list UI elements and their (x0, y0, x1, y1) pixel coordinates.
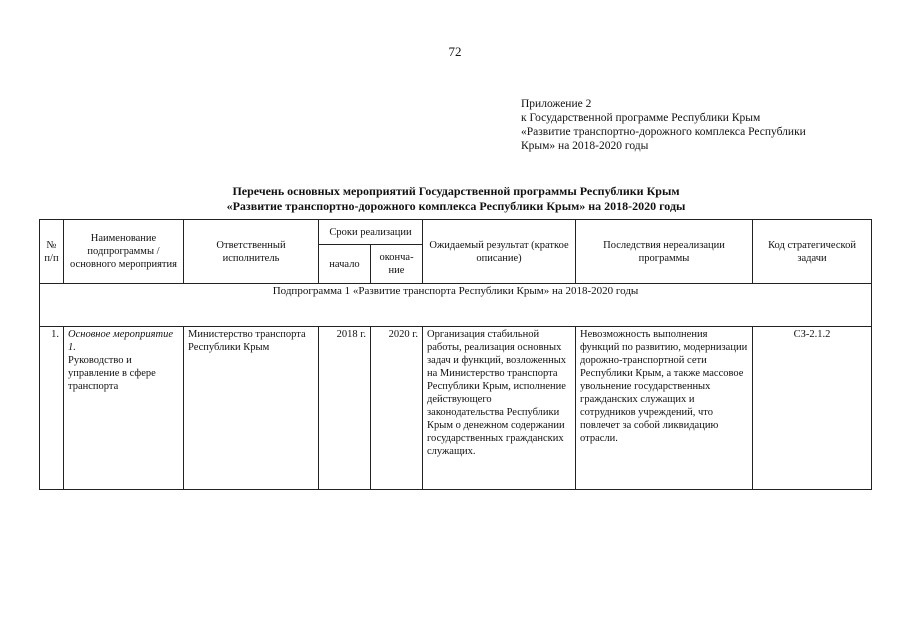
appendix-note (521, 97, 861, 153)
row-num: 1. (40, 327, 64, 490)
header-end: оконча-ние (371, 245, 423, 284)
header-result: Ожидаемый результат (краткое описание) (423, 220, 576, 284)
header-consequences: Последствия нереализации программы (576, 220, 753, 284)
title-line-1: Перечень основных мероприятий Государственной программы Республики Крым (232, 184, 680, 198)
header-start: начало (319, 245, 371, 284)
row-responsible: Министерство транспорта Республики Крым (184, 327, 319, 490)
activities-table (39, 219, 872, 490)
appendix-line: Приложение 2 (521, 98, 592, 110)
appendix-line: «Развитие транспортно-дорожного комплекса Республики (521, 126, 806, 138)
header-num: № п/п (40, 220, 64, 284)
header-responsible: Ответственный исполнитель (184, 220, 319, 284)
table-row (40, 327, 872, 490)
row-code: СЗ-2.1.2 (753, 327, 872, 490)
row-name-text: Руководство и управление в сфере транспорта (68, 355, 156, 392)
row-start: 2018 г. (319, 327, 371, 490)
header-terms: Сроки реализации (319, 220, 423, 245)
row-name-italic: Основное мероприятие 1. (68, 329, 173, 353)
subprogram-title: Подпрограмма 1 «Развитие транспорта Республики Крым» на 2018-2020 годы (40, 284, 872, 327)
header-code: Код стратегической задачи (753, 220, 872, 284)
row-consequences: Невозможность выполнения функций по развитию, модернизации дорожно-транспортной сети Республики Крым, а также массовое увольнение государственных гражданских служащих и сотрудников учреждений, что повлечет за собой ликвидацию отрасли. (576, 327, 753, 490)
page-number: 72 (448, 44, 462, 59)
appendix-line: Крым» на 2018-2020 годы (521, 140, 649, 152)
appendix-line: к Государственной программе Республики Крым (521, 112, 761, 124)
header-name: Наименование подпрограммы / основного мероприятия (64, 220, 184, 284)
title-line-2: «Развитие транспортно-дорожного комплекса Республики Крым» на 2018-2020 годы (226, 199, 686, 213)
row-result: Организация стабильной работы, реализация основных задач и функций, возложенных на Министерство транспорта Республики Крым, исполнение действующего законодательства Республики Крым о денежном содержании государственных гражданских служащих. (423, 327, 576, 490)
row-end: 2020 г. (371, 327, 423, 490)
row-name (64, 327, 184, 490)
document-title (150, 184, 762, 214)
